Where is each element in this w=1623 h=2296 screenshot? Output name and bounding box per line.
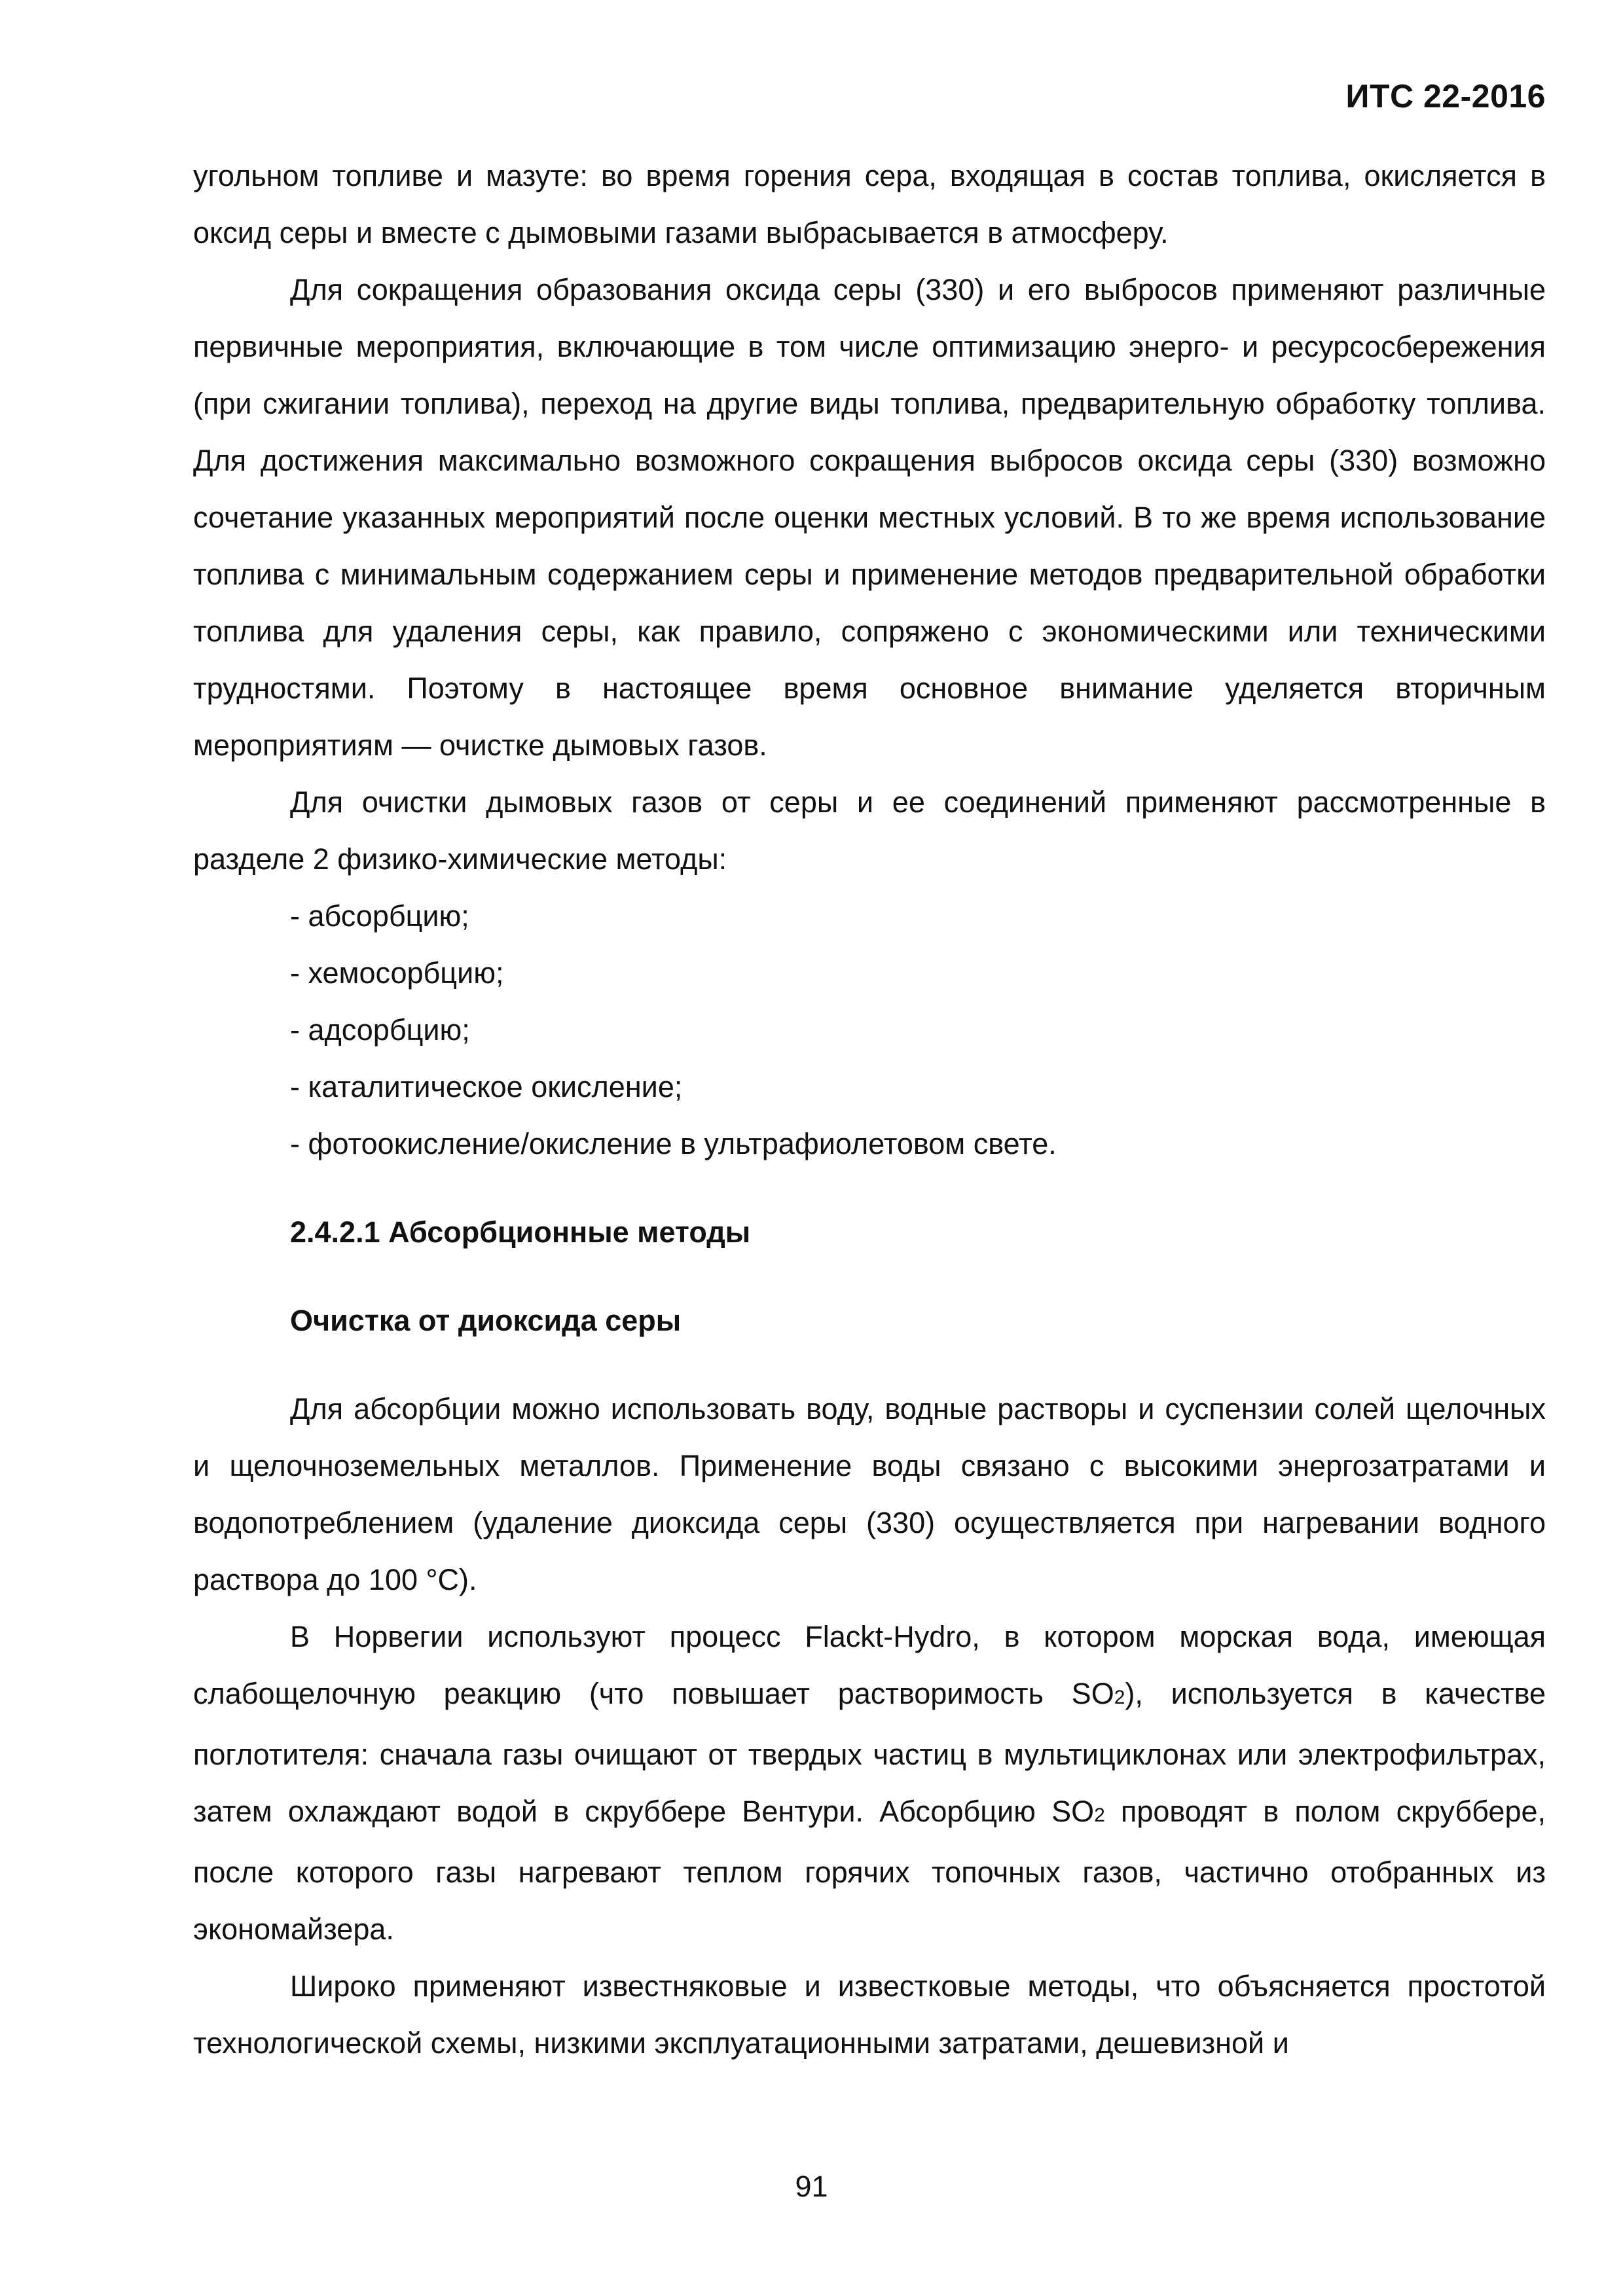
list-item: - абсорбцию; (290, 899, 469, 933)
document-code: ИТС 22-2016 (1345, 78, 1546, 115)
list-item: - хемосорбцию; (290, 956, 504, 990)
text-fragment: проводят в полом скруббере, после которого газы нагревают теплом горячих топочных газов, частично отобранных из экономайзера. (193, 1795, 1546, 1946)
sub-heading: Очистка от диоксида серы (290, 1304, 682, 1337)
subscript: 2 (1094, 1804, 1105, 1826)
subscript: 2 (1114, 1687, 1125, 1708)
page-content (193, 147, 1546, 2072)
paragraph-methods-intro: Для очистки дымовых газов от серы и ее соединений применяют рассмотренные в разделе 2 физико-химические методы: (193, 785, 1546, 876)
section-heading: 2.4.2.1 Абсорбционные методы (290, 1215, 751, 1249)
list-item: - каталитическое окисление; (290, 1070, 683, 1103)
paragraph-flackt-hydro (193, 1608, 1546, 1958)
methods-list (193, 888, 1546, 1172)
paragraph-limestone-methods: Широко применяют известняковые и известковые методы, что объясняется простотой технологической схемы, низкими эксплуатационными затратами, дешевизной и (193, 1969, 1546, 2060)
list-item: - адсорбцию; (290, 1013, 470, 1047)
text-fragment: В Норвегии используют процесс Flackt-Hydro, в котором морская вода, имеющая слабощелочную реакцию (что повышает растворимость SO (193, 1620, 1546, 1710)
page-number: 91 (795, 2170, 828, 2203)
paragraph-primary-measures: Для сокращения образования оксида серы (330) и его выбросов применяют различные первичные мероприятия, включающие в том числе оптимизацию энерго- и ресурсосбережения (при сжигании топлива), переход на другие виды топлива, предварительную обработку топлива. Для достижения максимально возможного сокращения выбросов оксида серы (330) возможно сочетание указанных мероприятий после оценки местных условий. В то же время использование топлива с минимальным содержанием серы и применение методов предварительной обработки топлива для удаления серы, как правило, сопряжено с экономическими или техническими трудностями. Поэтому в настоящее время основное внимание уделяется вторичным мероприятиям — очистке дымовых газов. (193, 273, 1546, 762)
paragraph-absorption: Для абсорбции можно использовать воду, водные растворы и суспензии солей щелочных и щелочноземельных металлов. Применение воды связано с высокими энергозатратами и водопотреблением (удаление диоксида серы (330) осуществляется при нагревании водного раствора до 100 °С). (193, 1392, 1546, 1596)
list-item: - фотоокисление/окисление в ультрафиолетовом свете. (290, 1127, 1057, 1160)
text-fragment: ), используется в качестве поглотителя: сначала газы очищают от твердых частиц в мультициклонах или электрофильтрах, затем охлаждают водой в скруббере Вентури. Абсорбцию SO (193, 1677, 1546, 1828)
paragraph-continuation: угольном топливе и мазуте: во время горения сера, входящая в состав топлива, окисляется в оксид серы и вместе с дымовыми газами выбрасывается в атмосферу. (193, 159, 1546, 249)
